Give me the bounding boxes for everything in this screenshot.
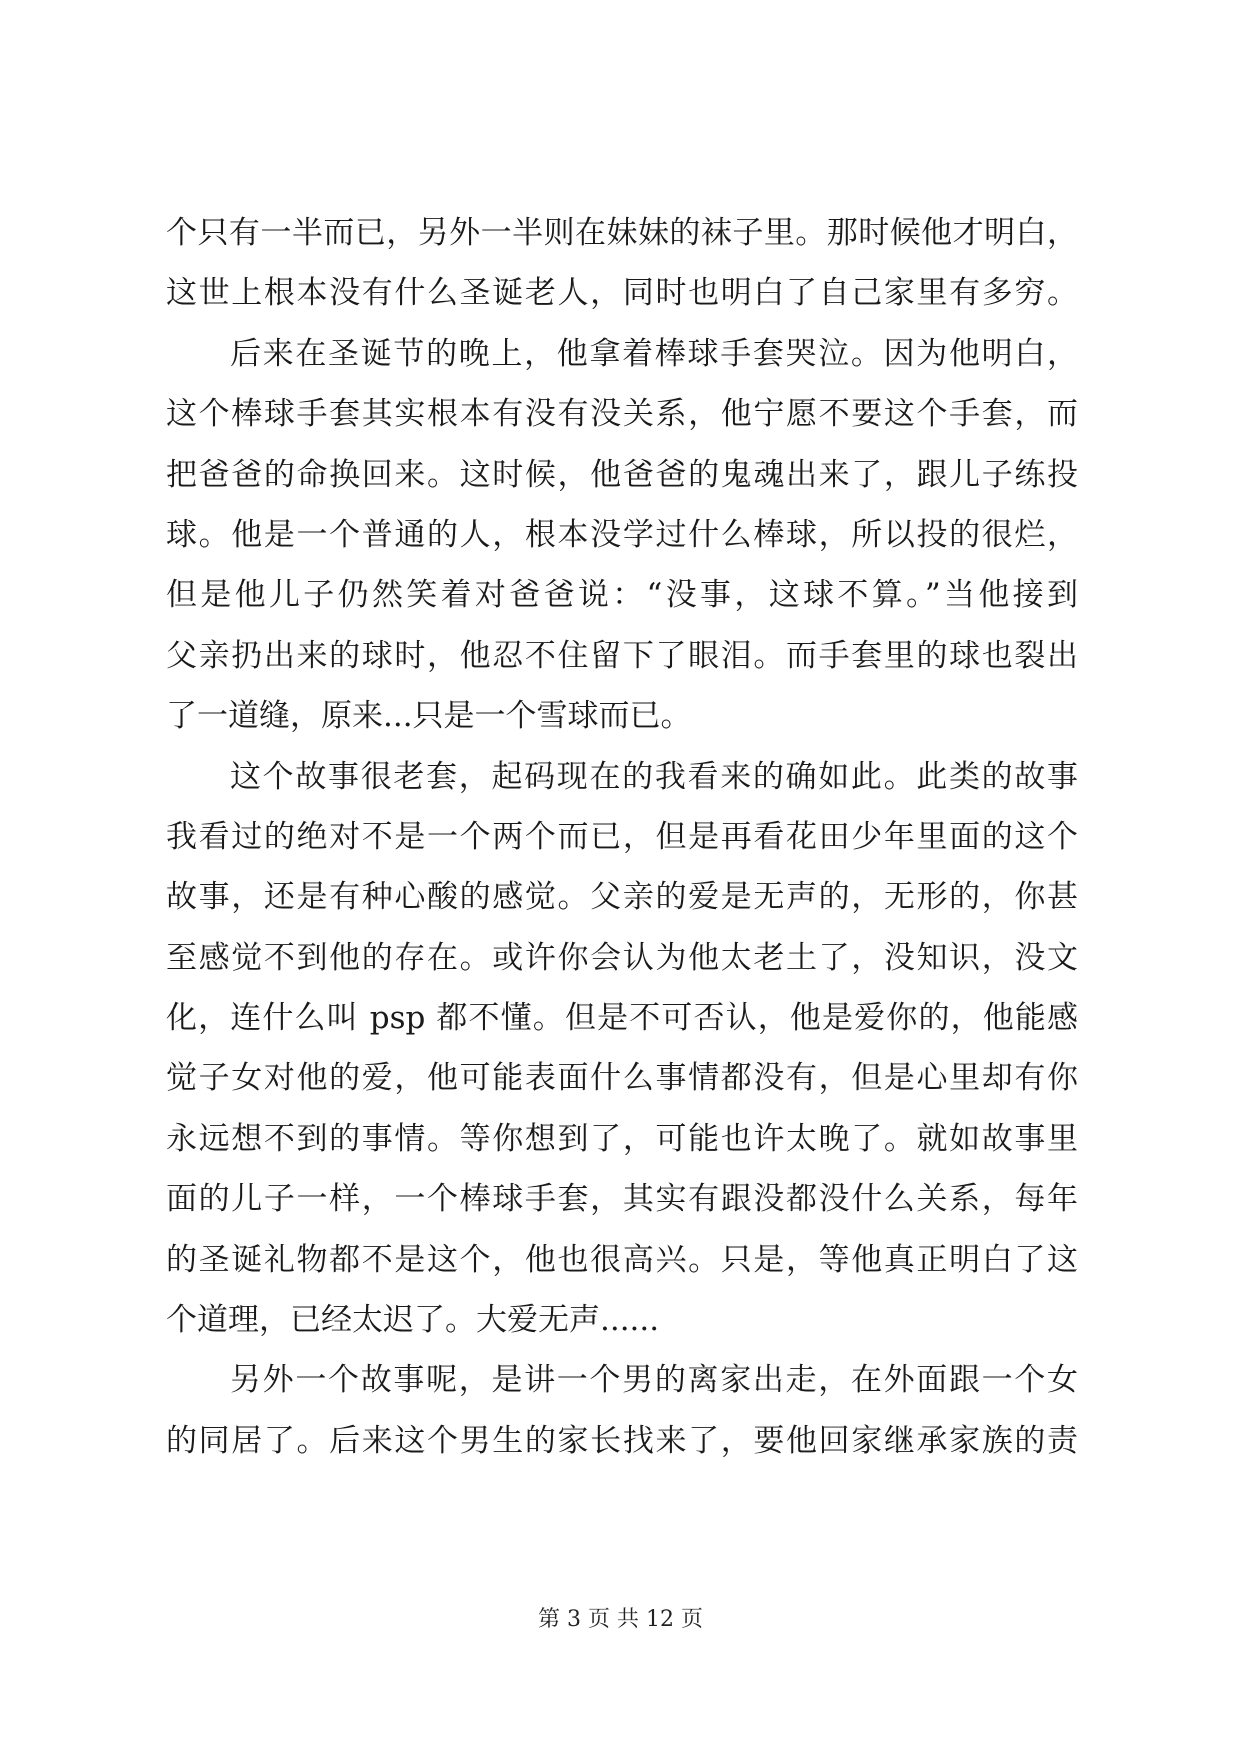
text-line: 化，连什么叫 psp 都不懂。但是不可否认，他是爱你的，他能感: [166, 1000, 1078, 1037]
text-line: 了一道缝，原来...只是一个雪球而已。: [166, 698, 692, 735]
text-line: 这世上根本没有什么圣诞老人，同时也明白了自己家里有多穷。: [166, 275, 1078, 312]
text-line: 我看过的绝对不是一个两个而已，但是再看花田少年里面的这个: [166, 818, 1078, 855]
text-line: 另外一个故事呢，是讲一个男的离家出走，在外面跟一个女: [230, 1362, 1078, 1399]
text-line: 的圣诞礼物都不是这个，他也很高兴。只是，等他真正明白了这: [166, 1241, 1078, 1278]
text-line: 这个故事很老套，起码现在的我看来的确如此。此类的故事: [230, 758, 1078, 795]
text-line: 把爸爸的命换回来。这时候，他爸爸的鬼魂出来了，跟儿子练投: [166, 456, 1078, 493]
text-line: 永远想不到的事情。等你想到了，可能也许太晚了。就如故事里: [166, 1120, 1078, 1157]
text-line: 球。他是一个普通的人，根本没学过什么棒球，所以投的很烂，: [166, 516, 1078, 553]
text-line: 觉子女对他的爱，他可能表面什么事情都没有，但是心里却有你: [166, 1060, 1078, 1097]
text-line: 至感觉不到他的存在。或许你会认为他太老土了，没知识，没文: [166, 939, 1078, 976]
text-line: 个只有一半而已，另外一半则在妹妹的袜子里。那时候他才明白，: [166, 215, 1078, 251]
body-text: [166, 203, 1078, 1471]
text-line: 父亲扔出来的球时，他忍不住留下了眼泪。而手套里的球也裂出: [166, 637, 1078, 674]
text-line: 的同居了。后来这个男生的家长找来了，要他回家继承家族的责: [166, 1422, 1078, 1459]
text-line: 这个棒球手套其实根本有没有没关系，他宁愿不要这个手套，而: [166, 396, 1078, 433]
text-line: 个道理，已经太迟了。大爱无声......: [166, 1302, 660, 1339]
page-footer: 第 3 页 共 12 页: [538, 1607, 703, 1632]
text-line: 但是他儿子仍然笑着对爸爸说：“没事，这球不算。”当他接到: [166, 577, 1078, 614]
text-line: 后来在圣诞节的晚上，他拿着棒球手套哭泣。因为他明白，: [230, 335, 1078, 372]
text-line: 面的儿子一样，一个棒球手套，其实有跟没都没什么关系，每年: [166, 1181, 1078, 1218]
text-line: 故事，还是有种心酸的感觉。父亲的爱是无声的，无形的，你甚: [166, 879, 1078, 916]
